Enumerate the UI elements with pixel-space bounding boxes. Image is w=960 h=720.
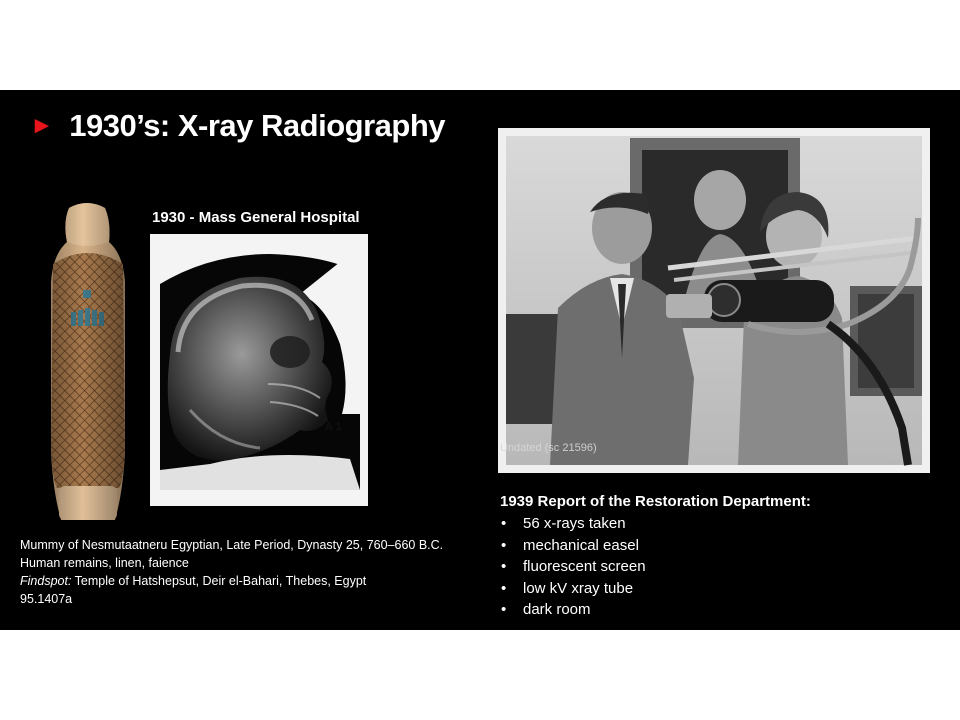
bullet-arrow-icon: ► <box>30 112 54 139</box>
findspot-label: Findspot: <box>20 574 72 588</box>
restoration-photo <box>498 128 930 473</box>
hospital-label: 1930 - Mass General Hospital <box>152 209 360 226</box>
caption-line-4: 95.1407a <box>20 592 73 606</box>
slide-title <box>30 108 445 144</box>
list-item: • mechanical easel <box>500 535 811 557</box>
mummy-image <box>45 202 129 526</box>
xray-mark: A 1 <box>325 421 342 433</box>
caption-line-3 <box>20 572 443 590</box>
skull-xray-image <box>150 234 368 506</box>
list-item: • low kV xray tube <box>500 578 811 600</box>
findspot-value: Temple of Hatshepsut, Deir el-Bahari, Thebes, Egypt <box>71 574 367 588</box>
caption-line-2: Human remains, linen, faience <box>20 556 189 570</box>
list-item: • 56 x-rays taken <box>500 513 811 535</box>
list-item: • fluorescent screen <box>500 556 811 578</box>
slide <box>0 90 960 630</box>
caption-line-1: Mummy of Nesmutaatneru Egyptian, Late Period, Dynasty 25, 760–660 B.C. <box>20 538 444 552</box>
slide-title-text: 1930’s: X-ray Radiography <box>69 108 445 143</box>
report-title: 1939 Report of the Restoration Department: <box>500 493 811 510</box>
report-block <box>500 493 811 621</box>
list-item: • dark room <box>500 599 811 621</box>
mummy-caption <box>20 536 443 608</box>
report-list <box>500 513 811 621</box>
photo-credit: Undated (sc 21596) <box>500 442 597 454</box>
